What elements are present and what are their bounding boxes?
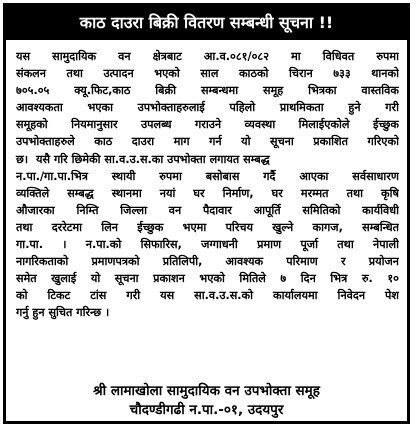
notice-box	[3, 3, 410, 424]
paragraph2-line: व्यक्तिले सम्बद्ध स्थानमा नयां घर निर्माण, घर मरम्मत तथा कृषि	[16, 186, 399, 200]
paragraph1-line: छ।	[16, 152, 29, 166]
paragraph1-line: उपभोक्ताहरुले काठ दाउरा माग गर्न यो सूचना प्रकाशित गरिएको	[16, 135, 399, 149]
paragraph1-line: संकलन तथा उत्पादन भएको साल काठको चिरान ७३३ थानको	[16, 67, 399, 81]
paragraph2-line: न.पा./गा.पा.भित्र स्थायी रुपमा बसोबास गर्दै आएका सर्वसाधारण	[16, 169, 399, 183]
paragraph2-line: को टिकट टांस गरी यस सा.व.उ.स.को कार्यालयमा निवेदन पेश	[16, 289, 399, 303]
notice-body	[16, 48, 399, 322]
paragraph1-line: ७०५.०५ क्यू.फिट,काठ बिक्री सम्बन्धमा समूह भित्रका वास्तविक	[16, 84, 399, 98]
organization-name: श्री लामाखोला सामुदायिक वन उपभोक्ता समूह	[93, 383, 320, 399]
paragraph2-line: नागरिकताको प्रमाणपत्रको प्रतिलिपी, आवश्यक परिमाण र प्रयोजन	[16, 255, 399, 269]
paragraph2-line: समेत खुलाई यो सूचना प्रकाशन भएको मितिले ७ दिन भित्र रु. १०	[16, 272, 399, 286]
paragraph2-line: तथा दररेटमा लिन ईच्छुक भएमा परिचय खुल्ने कागज, सम्बन्धित	[16, 220, 399, 234]
paragraph1-line: समूहको नियमानुसार उपलब्ध गराउने व्यवस्था मिलाईएकोले ईच्छुक	[16, 118, 399, 132]
organization-address: चौदण्डीगढी न.पा.-०१, उदयपुर	[129, 402, 284, 418]
notice-title: काठ दाउरा बिक्री वितरण सम्बन्धी सूचना !!	[6, 6, 407, 40]
paragraph2-line: औजारका निम्ति जिल्ला वन पैदावार आपूर्ति समितिको कार्यविधी	[16, 203, 399, 217]
paragraph1-line: यस सामुदायिक वन क्षेत्रबाट आ.व.०८१/०८२ मा विधिवत रुपमा	[16, 50, 399, 63]
paragraph2-first-fragment: यसै गरि छिमेकी सा.व.उ.स.का उपभोक्ता लगायत सम्बद्ध	[36, 152, 270, 166]
notice-footer	[6, 382, 407, 420]
paragraph2-line: गा.पा. । न.पा.को सिफारिस, जग्गाधनी प्रमाण पूर्जा तथा नेपाली	[16, 238, 399, 252]
paragraph1-line: आवश्यकता भएका उपभोक्ताहरुलाई पहिलो प्राथमिकता हुने गरी	[16, 101, 399, 115]
paragraph2-line: गर्नु हुन सुचित गरिन्छ ।	[16, 306, 110, 320]
